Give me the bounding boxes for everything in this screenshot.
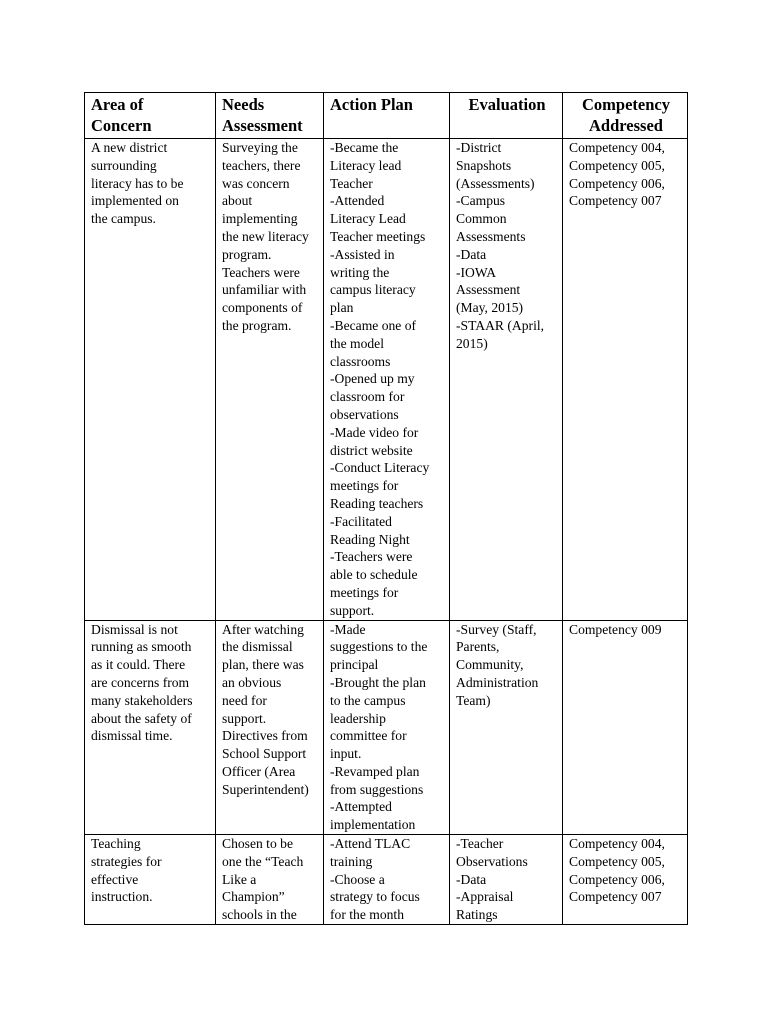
cell-needs-assessment: Chosen to be one the “Teach Like a Champion” schools in the	[216, 835, 324, 925]
document-page	[84, 92, 687, 925]
cell-area-of-concern: A new district surrounding literacy has to be implemented on the campus.	[85, 139, 216, 621]
cell-competency: Competency 004, Competency 005, Competency 006, Competency 007	[563, 139, 688, 621]
header-evaluation: Evaluation	[450, 93, 563, 139]
cell-area-of-concern: Dismissal is not running as smooth as it could. There are concerns from many stakeholders about the safety of dismissal time.	[85, 620, 216, 835]
cell-evaluation: -Survey (Staff, Parents, Community, Administration Team)	[450, 620, 563, 835]
cell-action-plan: -Attend TLAC training -Choose a strategy to focus for the month	[324, 835, 450, 925]
table-row	[85, 835, 688, 925]
cell-needs-assessment: After watching the dismissal plan, there was an obvious need for support. Directives from School Support Officer (Area Superintendent)	[216, 620, 324, 835]
table-row	[85, 620, 688, 835]
cell-competency: Competency 009	[563, 620, 688, 835]
table-header-row	[85, 93, 688, 139]
header-area-of-concern: Area of Concern	[85, 93, 216, 139]
cell-action-plan: -Became the Literacy lead Teacher -Attended Literacy Lead Teacher meetings -Assisted in writing the campus literacy plan -Became one of the model classrooms -Opened up my classroom for observations -Made video for district website -Conduct Literacy meetings for Reading teachers -Facilitated Reading Night -Teachers were able to schedule meetings for support.	[324, 139, 450, 621]
cell-evaluation: -District Snapshots (Assessments) -Campus Common Assessments -Data -IOWA Assessment (May, 2015) -STAAR (April, 2015)	[450, 139, 563, 621]
action-plan-table	[84, 92, 688, 925]
header-action-plan: Action Plan	[324, 93, 450, 139]
table-row	[85, 139, 688, 621]
header-competency-addressed: Competency Addressed	[563, 93, 688, 139]
cell-action-plan: -Made suggestions to the principal -Brought the plan to the campus leadership committee for input. -Revamped plan from suggestions -Attempted implementation	[324, 620, 450, 835]
cell-needs-assessment: Surveying the teachers, there was concern about implementing the new literacy program. Teachers were unfamiliar with components of the program.	[216, 139, 324, 621]
cell-competency: Competency 004, Competency 005, Competency 006, Competency 007	[563, 835, 688, 925]
cell-evaluation: -Teacher Observations -Data -Appraisal Ratings	[450, 835, 563, 925]
cell-area-of-concern: Teaching strategies for effective instruction.	[85, 835, 216, 925]
header-needs-assessment: Needs Assessment	[216, 93, 324, 139]
